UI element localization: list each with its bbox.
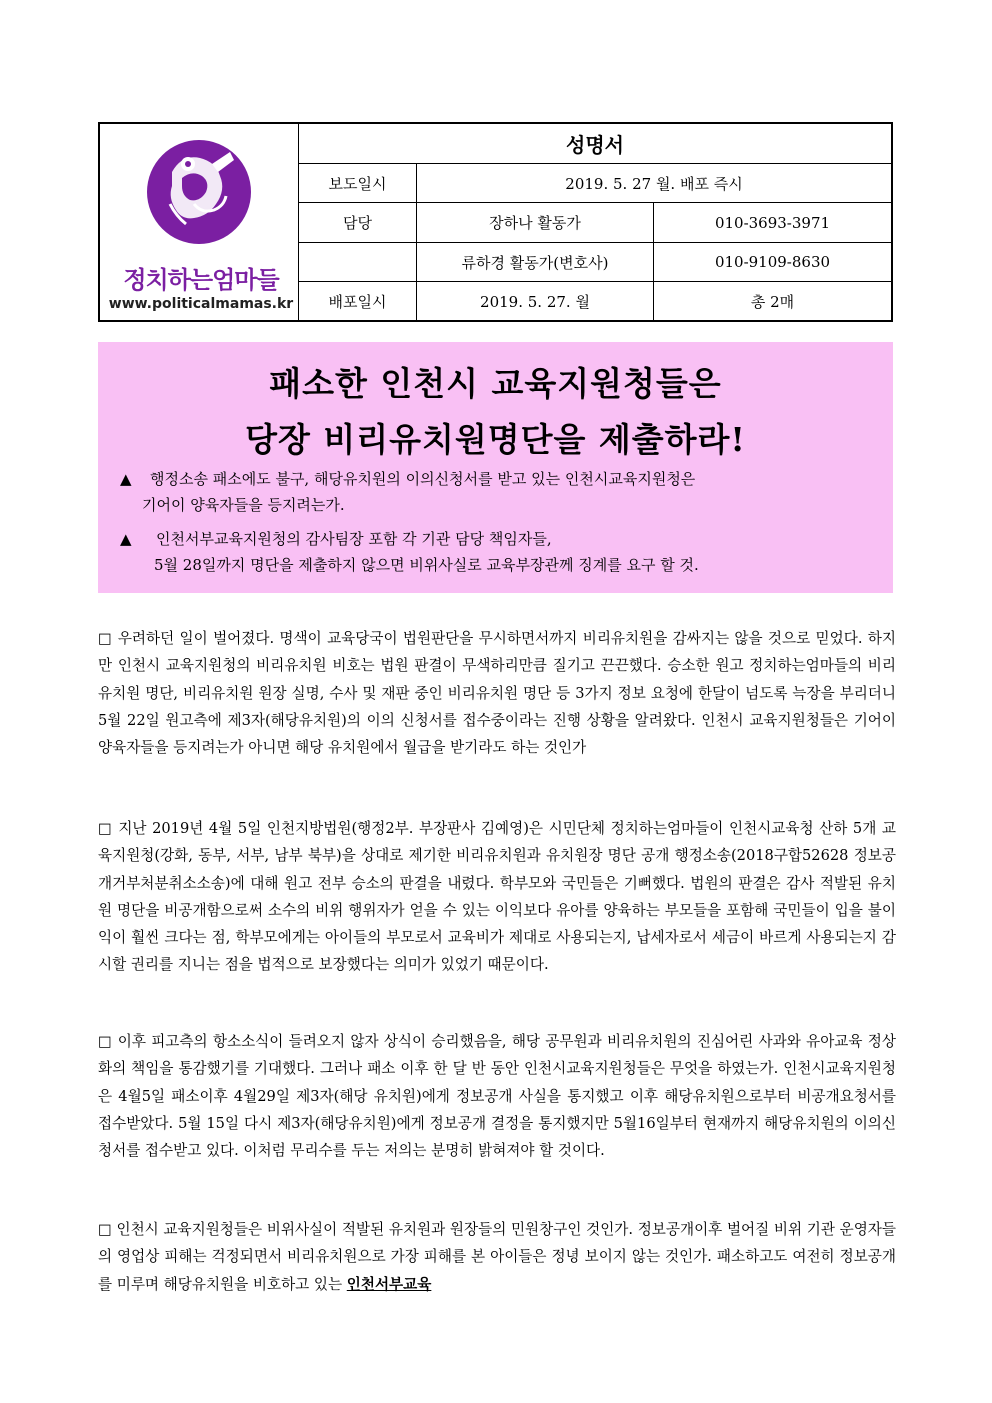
paragraph-1: □ 우려하던 일이 벌어졌다. 명색이 교육당국이 법원판단을 무시하면서까지 비리유치원을 감싸지는 않을 것으로 믿었다. 하지만 인천시 교육지원청의 비리유치원 비호는 법원 판결이 무색하리만큼 질기고 끈끈했다. 승소한 원고 정치하는엄마들의 비리유치원 명단, 비리유치원 원장 실명, 수사 및 재판 중인 비리유치원 명단 등 3가지 정보 요청에 한달이 넘도록 늑장을 부리더니 5월 22일 원고측에 제3자(해당유치원)의 이의 신청서를 접수중이라는 진행 상황을 알려왔다. 인천시 교육지원청들은 기어이 양육자들을 등지려는가 아니면 해당 유치원에서 월급을 받기라도 하는 것인가 bbox=[98, 630, 896, 757]
distribution-label: 배포일시 bbox=[299, 282, 417, 320]
release-row bbox=[299, 164, 891, 203]
headline-line-1: 패소한 인천시 교육지원청들은 bbox=[269, 364, 722, 403]
paragraph-2: □ 지난 2019년 4월 5일 인천지방법원(행정2부. 부장판사 김예영)은 시민단체 정치하는엄마들이 인천시교육청 산하 5개 교육지원청(강화, 동부, 서부, 남부 북부)을 상대로 제기한 비리유치원과 유치원장 명단 공개 행정소송(2018구합52628 정보공개거부처분취소소송)에 대해 원고 전부 승소의 판결을 내렸다. 학부모와 국민들은 기뻐했다. 법원의 판결은 감사 적발된 유치원 명단을 비공개함으로써 소수의 비위 행위자가 얻을 수 있는 이익보다 유아를 양육하는 부모들을 포함해 국민들이 입을 불이익이 훨씬 크다는 점, 학부모에게는 아이들의 부모로서 교육비가 제대로 사용되는지, 납세자로서 세금이 바르게 사용되는지 감시할 권리를 지니는 점을 법적으로 보장했다는 의미가 있었기 때문이다. bbox=[98, 820, 896, 974]
org-name: 정치하는엄마들 bbox=[123, 266, 279, 294]
bullet-1 bbox=[120, 466, 880, 518]
contact-person-2: 류하경 활동가(변호사) bbox=[417, 243, 654, 281]
contact-phone-2: 010-9109-8630 bbox=[714, 253, 831, 271]
release-label: 보도일시 bbox=[299, 164, 417, 202]
contact-row-2 bbox=[299, 243, 891, 282]
headline-box bbox=[98, 342, 893, 593]
paragraph-3: □ 이후 피고측의 항소소식이 들려오지 않자 상식이 승리했음을, 해당 공무원과 비리유치원의 진심어린 사과와 유아교육 정상화의 책임을 통감했기를 기대했다. 그러나 패소 이후 한 달 반 동안 인천시교육지원청들은 무엇을 하였는가. 인천시교육지원청은 4월5일 패소이후 4월29일 제3자(해당 유치원)에게 정보공개 사실을 통지했고 이후 해당유치원으로부터 비공개요청서를 접수받았다. 5월 15일 다시 제3자(해당유치원)에게 정보공개 결정을 통지했지만 5월16일부터 현재까지 해당유치원의 이의신청서를 접수받고 있다. 이처럼 무리수를 두는 저의는 분명히 밝혀져야 할 것이다. bbox=[98, 1033, 896, 1160]
bullet-1-line-b: 기어이 양육자들을 등지려는가. bbox=[142, 496, 345, 514]
release-value: 2019. 5. 27 월. 배포 즉시 bbox=[565, 174, 743, 193]
contact-label: 담당 bbox=[299, 203, 417, 242]
paragraph-4-text: □ 인천시 교육지원청들은 비위사실이 적발된 유치원과 원장들의 민원창구인 것인가. 정보공개이후 벌어질 비위 기관 운영자들의 영업상 피해는 걱정되면서 비리유치원으로 가장 피해를 본 아이들은 정녕 보이지 않는 것인가. 패소하고도 여전히 정보공개를 미루며 해당유치원을 비호하고 있는 bbox=[98, 1221, 896, 1293]
doc-title: 성명서 bbox=[566, 133, 624, 157]
title-row bbox=[299, 124, 891, 164]
header-table bbox=[98, 122, 893, 322]
page-count: 총 2매 bbox=[750, 292, 795, 311]
bullet-2 bbox=[120, 526, 880, 578]
bullet-2-line-b: 5월 28일까지 명단을 제출하지 않으면 비위사실로 교육부장관께 징계를 요구 할 것. bbox=[154, 556, 699, 574]
paragraph-4-emphasis: 인천서부교육 bbox=[346, 1275, 432, 1293]
bullet-2-line-a: 인천서부교육지원청의 감사팀장 포함 각 기관 담당 책임자들, bbox=[156, 530, 552, 548]
info-grid bbox=[299, 124, 891, 320]
bullet-1-line-a: 행정소송 패소에도 불구, 해당유치원의 이의신청서를 받고 있는 인천시교육지원청은 bbox=[150, 470, 696, 488]
distribution-row bbox=[299, 282, 891, 320]
headline-line-2: 당장 비리유치원명단을 제출하라! bbox=[245, 420, 746, 459]
triangle-icon: ▲ bbox=[120, 530, 132, 548]
contact-person-1: 장하나 활동가 bbox=[417, 203, 654, 242]
contact-label-empty bbox=[299, 243, 417, 281]
political-mamas-logo-icon bbox=[142, 134, 257, 249]
distribution-date: 2019. 5. 27. 월 bbox=[417, 282, 654, 320]
contact-row-1 bbox=[299, 203, 891, 243]
contact-phone-1: 010-3693-3971 bbox=[714, 213, 831, 232]
org-url: www.politicalmamas.kr bbox=[108, 296, 294, 312]
triangle-icon: ▲ bbox=[120, 470, 132, 488]
logo-cell bbox=[100, 124, 299, 320]
paragraph-4 bbox=[98, 1216, 896, 1298]
